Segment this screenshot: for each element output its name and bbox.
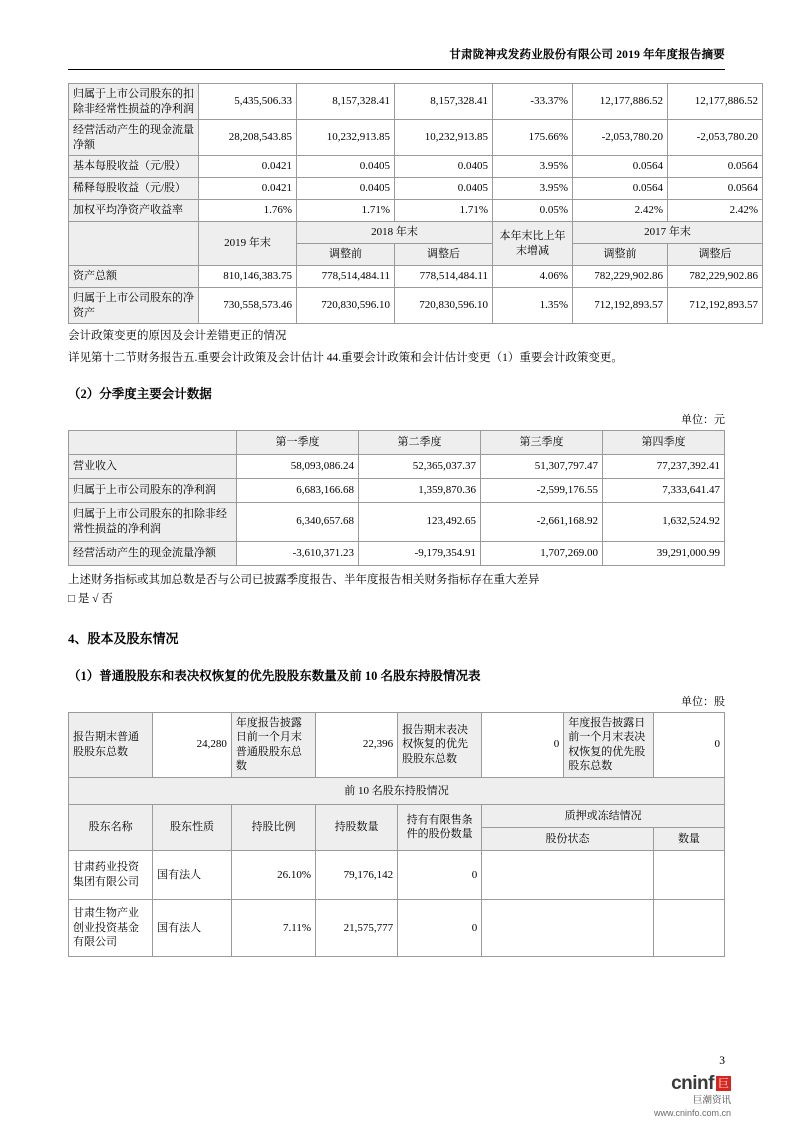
table-row [69, 502, 725, 541]
quarter-header-q1: 第一季度 [237, 430, 359, 454]
cell-value: -2,053,780.20 [573, 120, 668, 156]
cell-value: 712,192,893.57 [668, 288, 763, 324]
page-header [68, 0, 725, 62]
cell-value: 52,365,037.37 [359, 454, 481, 478]
quarter-header-q2: 第二季度 [359, 430, 481, 454]
column-header-pledge-status: 股份状态 [482, 827, 654, 850]
cell-value: 51,307,797.47 [481, 454, 603, 478]
shareholder-ratio: 26.10% [231, 850, 315, 899]
table-row [69, 120, 763, 156]
row-label: 加权平均净资产收益率 [69, 200, 199, 222]
cell-value: 0.0564 [573, 156, 668, 178]
cell-value: -33.37% [493, 84, 573, 120]
label-common-holders-prior-month: 年度报告披露日前一个月末普通股股东总数 [231, 712, 315, 777]
cell-value: 58,093,086.24 [237, 454, 359, 478]
quarter-header-q3: 第三季度 [481, 430, 603, 454]
brand-name: cninf [671, 1073, 714, 1094]
table-row [69, 84, 763, 120]
cell-value: 175.66% [493, 120, 573, 156]
cell-value: 10,232,913.85 [395, 120, 493, 156]
brand-url: www.cninfo.com.cn [653, 1107, 731, 1118]
cell-value: 3.95% [493, 178, 573, 200]
page-number: 3 [719, 1055, 725, 1067]
shareholder-section-heading: 4、股本及股东情况 [68, 630, 179, 646]
value-total-common-holders: 24,280 [153, 712, 232, 777]
row-label: 经营活动产生的现金流量净额 [69, 120, 199, 156]
cell-value: 1.71% [297, 200, 395, 222]
table-row [69, 454, 725, 478]
cell-value: 0.0405 [297, 178, 395, 200]
shareholder-nature: 国有法人 [153, 899, 232, 956]
cell-value: -2,661,168.92 [481, 502, 603, 541]
value-preferred-restored-holders: 0 [482, 712, 564, 777]
cell-value: 0.0564 [668, 178, 763, 200]
cell-value: 6,683,166.68 [237, 478, 359, 502]
row-label: 归属于上市公司股东的扣除非经常性损益的净利润 [69, 502, 237, 541]
table-row [69, 850, 725, 899]
cell-value: 4.06% [493, 266, 573, 288]
cell-value: 778,514,484.11 [395, 266, 493, 288]
column-header-restricted: 持有有限售条件的股份数量 [398, 804, 482, 850]
shareholder-pledge-amount [653, 850, 724, 899]
subheader-2017-after: 调整后 [668, 244, 763, 266]
cell-value: 39,291,000.99 [603, 541, 725, 565]
financial-summary-table [68, 83, 763, 324]
row-label: 归属于上市公司股东的净利润 [69, 478, 237, 502]
quarterly-unit-label: 单位：元 [681, 413, 725, 426]
cell-value: 782,229,902.86 [573, 266, 668, 288]
quarter-header-blank [69, 430, 237, 454]
shareholder-amount: 21,575,777 [316, 899, 398, 956]
cell-value: 0.0421 [199, 156, 297, 178]
cell-value: 1.71% [395, 200, 493, 222]
header-2018: 2018 年末 [297, 222, 493, 244]
header-blank [69, 222, 199, 266]
cell-value: 712,192,893.57 [573, 288, 668, 324]
cell-value: -2,053,780.20 [668, 120, 763, 156]
cell-value: 0.0564 [573, 178, 668, 200]
top10-title: 前 10 名股东持股情况 [69, 777, 725, 804]
cell-value: 1,359,870.36 [359, 478, 481, 502]
cell-value: 810,146,383.75 [199, 266, 297, 288]
header-change: 本年末比上年末增减 [493, 222, 573, 266]
cell-value: 730,558,573.46 [199, 288, 297, 324]
value-preferred-restored-prior-month: 0 [653, 712, 724, 777]
row-label: 经营活动产生的现金流量净额 [69, 541, 237, 565]
column-header-amount: 持股数量 [316, 804, 398, 850]
column-header-pledge-amount: 数量 [653, 827, 724, 850]
cell-value: 1,632,524.92 [603, 502, 725, 541]
subheader-2018-after: 调整后 [395, 244, 493, 266]
cell-value: 123,492.65 [359, 502, 481, 541]
cell-value: 3.95% [493, 156, 573, 178]
cell-value: 778,514,484.11 [297, 266, 395, 288]
label-preferred-restored-holders: 报告期末表决权恢复的优先股股东总数 [398, 712, 482, 777]
column-header-ratio: 持股比例 [231, 804, 315, 850]
top10-title-row [69, 777, 725, 804]
cell-value: 10,232,913.85 [297, 120, 395, 156]
cell-value: 782,229,902.86 [668, 266, 763, 288]
shareholder-restricted: 0 [398, 850, 482, 899]
table-row [69, 200, 763, 222]
cell-value: 5,435,506.33 [199, 84, 297, 120]
cell-value: -2,599,176.55 [481, 478, 603, 502]
header-title: 甘肃陇神戎发药业股份有限公司 2019 年年度报告摘要 [449, 49, 725, 61]
cell-value: 12,177,886.52 [668, 84, 763, 120]
shareholder-subheading: （1）普通股股东和表决权恢复的优先股股东数量及前 10 名股东持股情况表 [68, 668, 481, 683]
cell-value: 7,333,641.47 [603, 478, 725, 502]
header-2017: 2017 年末 [573, 222, 763, 244]
header-2019: 2019 年末 [199, 222, 297, 266]
brand-subtitle: 巨潮资讯 [692, 1094, 731, 1106]
cell-value: 2.42% [573, 200, 668, 222]
shareholder-table [68, 712, 725, 957]
row-label: 归属于上市公司股东的扣除非经常性损益的净利润 [69, 84, 199, 120]
brand-mark-icon: 巨 [718, 1077, 729, 1091]
shareholder-pledge-status [482, 850, 654, 899]
subheader-2018-before: 调整前 [297, 244, 395, 266]
column-header-pledge-group: 质押或冻结情况 [482, 804, 725, 827]
column-header-nature: 股东性质 [153, 804, 232, 850]
cell-value: 6,340,657.68 [237, 502, 359, 541]
shareholder-pledge-amount [653, 899, 724, 956]
cell-value: 28,208,543.85 [199, 120, 297, 156]
cell-value: 0.05% [493, 200, 573, 222]
column-header-name: 股东名称 [69, 804, 153, 850]
table-header-row [69, 430, 725, 454]
cell-value: 0.0405 [395, 178, 493, 200]
shareholder-unit-label: 单位：股 [681, 695, 725, 708]
shareholder-nature: 国有法人 [153, 850, 232, 899]
row-label: 归属于上市公司股东的净资产 [69, 288, 199, 324]
table-row [69, 478, 725, 502]
value-common-holders-prior-month: 22,396 [316, 712, 398, 777]
row-label: 营业收入 [69, 454, 237, 478]
row-label: 资产总额 [69, 266, 199, 288]
table-header-row [69, 222, 763, 244]
shareholder-pledge-status [482, 899, 654, 956]
cell-value: -9,179,354.91 [359, 541, 481, 565]
cell-value: -3,610,371.23 [237, 541, 359, 565]
shareholder-name: 甘肃生物产业创业投资基金有限公司 [69, 899, 153, 956]
cell-value: 2.42% [668, 200, 763, 222]
cninfo-logo [654, 1073, 731, 1118]
table-row [69, 178, 763, 200]
table-row [69, 266, 763, 288]
cell-value: 77,237,392.41 [603, 454, 725, 478]
subheader-2017-before: 调整前 [573, 244, 668, 266]
table-header-row [69, 804, 725, 827]
cell-value: 0.0421 [199, 178, 297, 200]
label-total-common-holders: 报告期末普通股股东总数 [69, 712, 153, 777]
quarterly-after-note: 上述财务指标或其加总数是否与公司已披露季度报告、半年度报告相关财务指标存在重大差异 [68, 573, 540, 586]
cell-value: 1.35% [493, 288, 573, 324]
quarterly-checkbox-line: □ 是 √ 否 [68, 592, 113, 605]
table-row [69, 899, 725, 956]
accounting-change-note-2: 详见第十二节财务报告五.重要会计政策及会计估计 44.重要会计政策和会计估计变更（1）重要会计政策变更。 [68, 351, 623, 364]
cell-value: 1.76% [199, 200, 297, 222]
shareholder-ratio: 7.11% [231, 899, 315, 956]
shareholder-amount: 79,176,142 [316, 850, 398, 899]
cell-value: 8,157,328.41 [297, 84, 395, 120]
accounting-change-note-1: 会计政策变更的原因及会计差错更正的情况 [68, 330, 287, 343]
shareholder-name: 甘肃药业投资集团有限公司 [69, 850, 153, 899]
quarterly-section-title: （2）分季度主要会计数据 [68, 386, 212, 401]
cell-value: 8,157,328.41 [395, 84, 493, 120]
quarter-header-q4: 第四季度 [603, 430, 725, 454]
label-preferred-restored-prior-month: 年度报告披露日前一个月末表决权恢复的优先股股东总数 [564, 712, 654, 777]
shareholder-restricted: 0 [398, 899, 482, 956]
cell-value: 0.0564 [668, 156, 763, 178]
cell-value: 0.0405 [395, 156, 493, 178]
row-label: 基本每股收益（元/股） [69, 156, 199, 178]
table-row [69, 541, 725, 565]
quarterly-data-table [68, 430, 725, 566]
cell-value: 720,830,596.10 [297, 288, 395, 324]
cell-value: 12,177,886.52 [573, 84, 668, 120]
cell-value: 0.0405 [297, 156, 395, 178]
shareholder-summary-row [69, 712, 725, 777]
table-row [69, 288, 763, 324]
cell-value: 720,830,596.10 [395, 288, 493, 324]
row-label: 稀释每股收益（元/股） [69, 178, 199, 200]
table-row [69, 156, 763, 178]
cell-value: 1,707,269.00 [481, 541, 603, 565]
header-divider [68, 69, 725, 70]
